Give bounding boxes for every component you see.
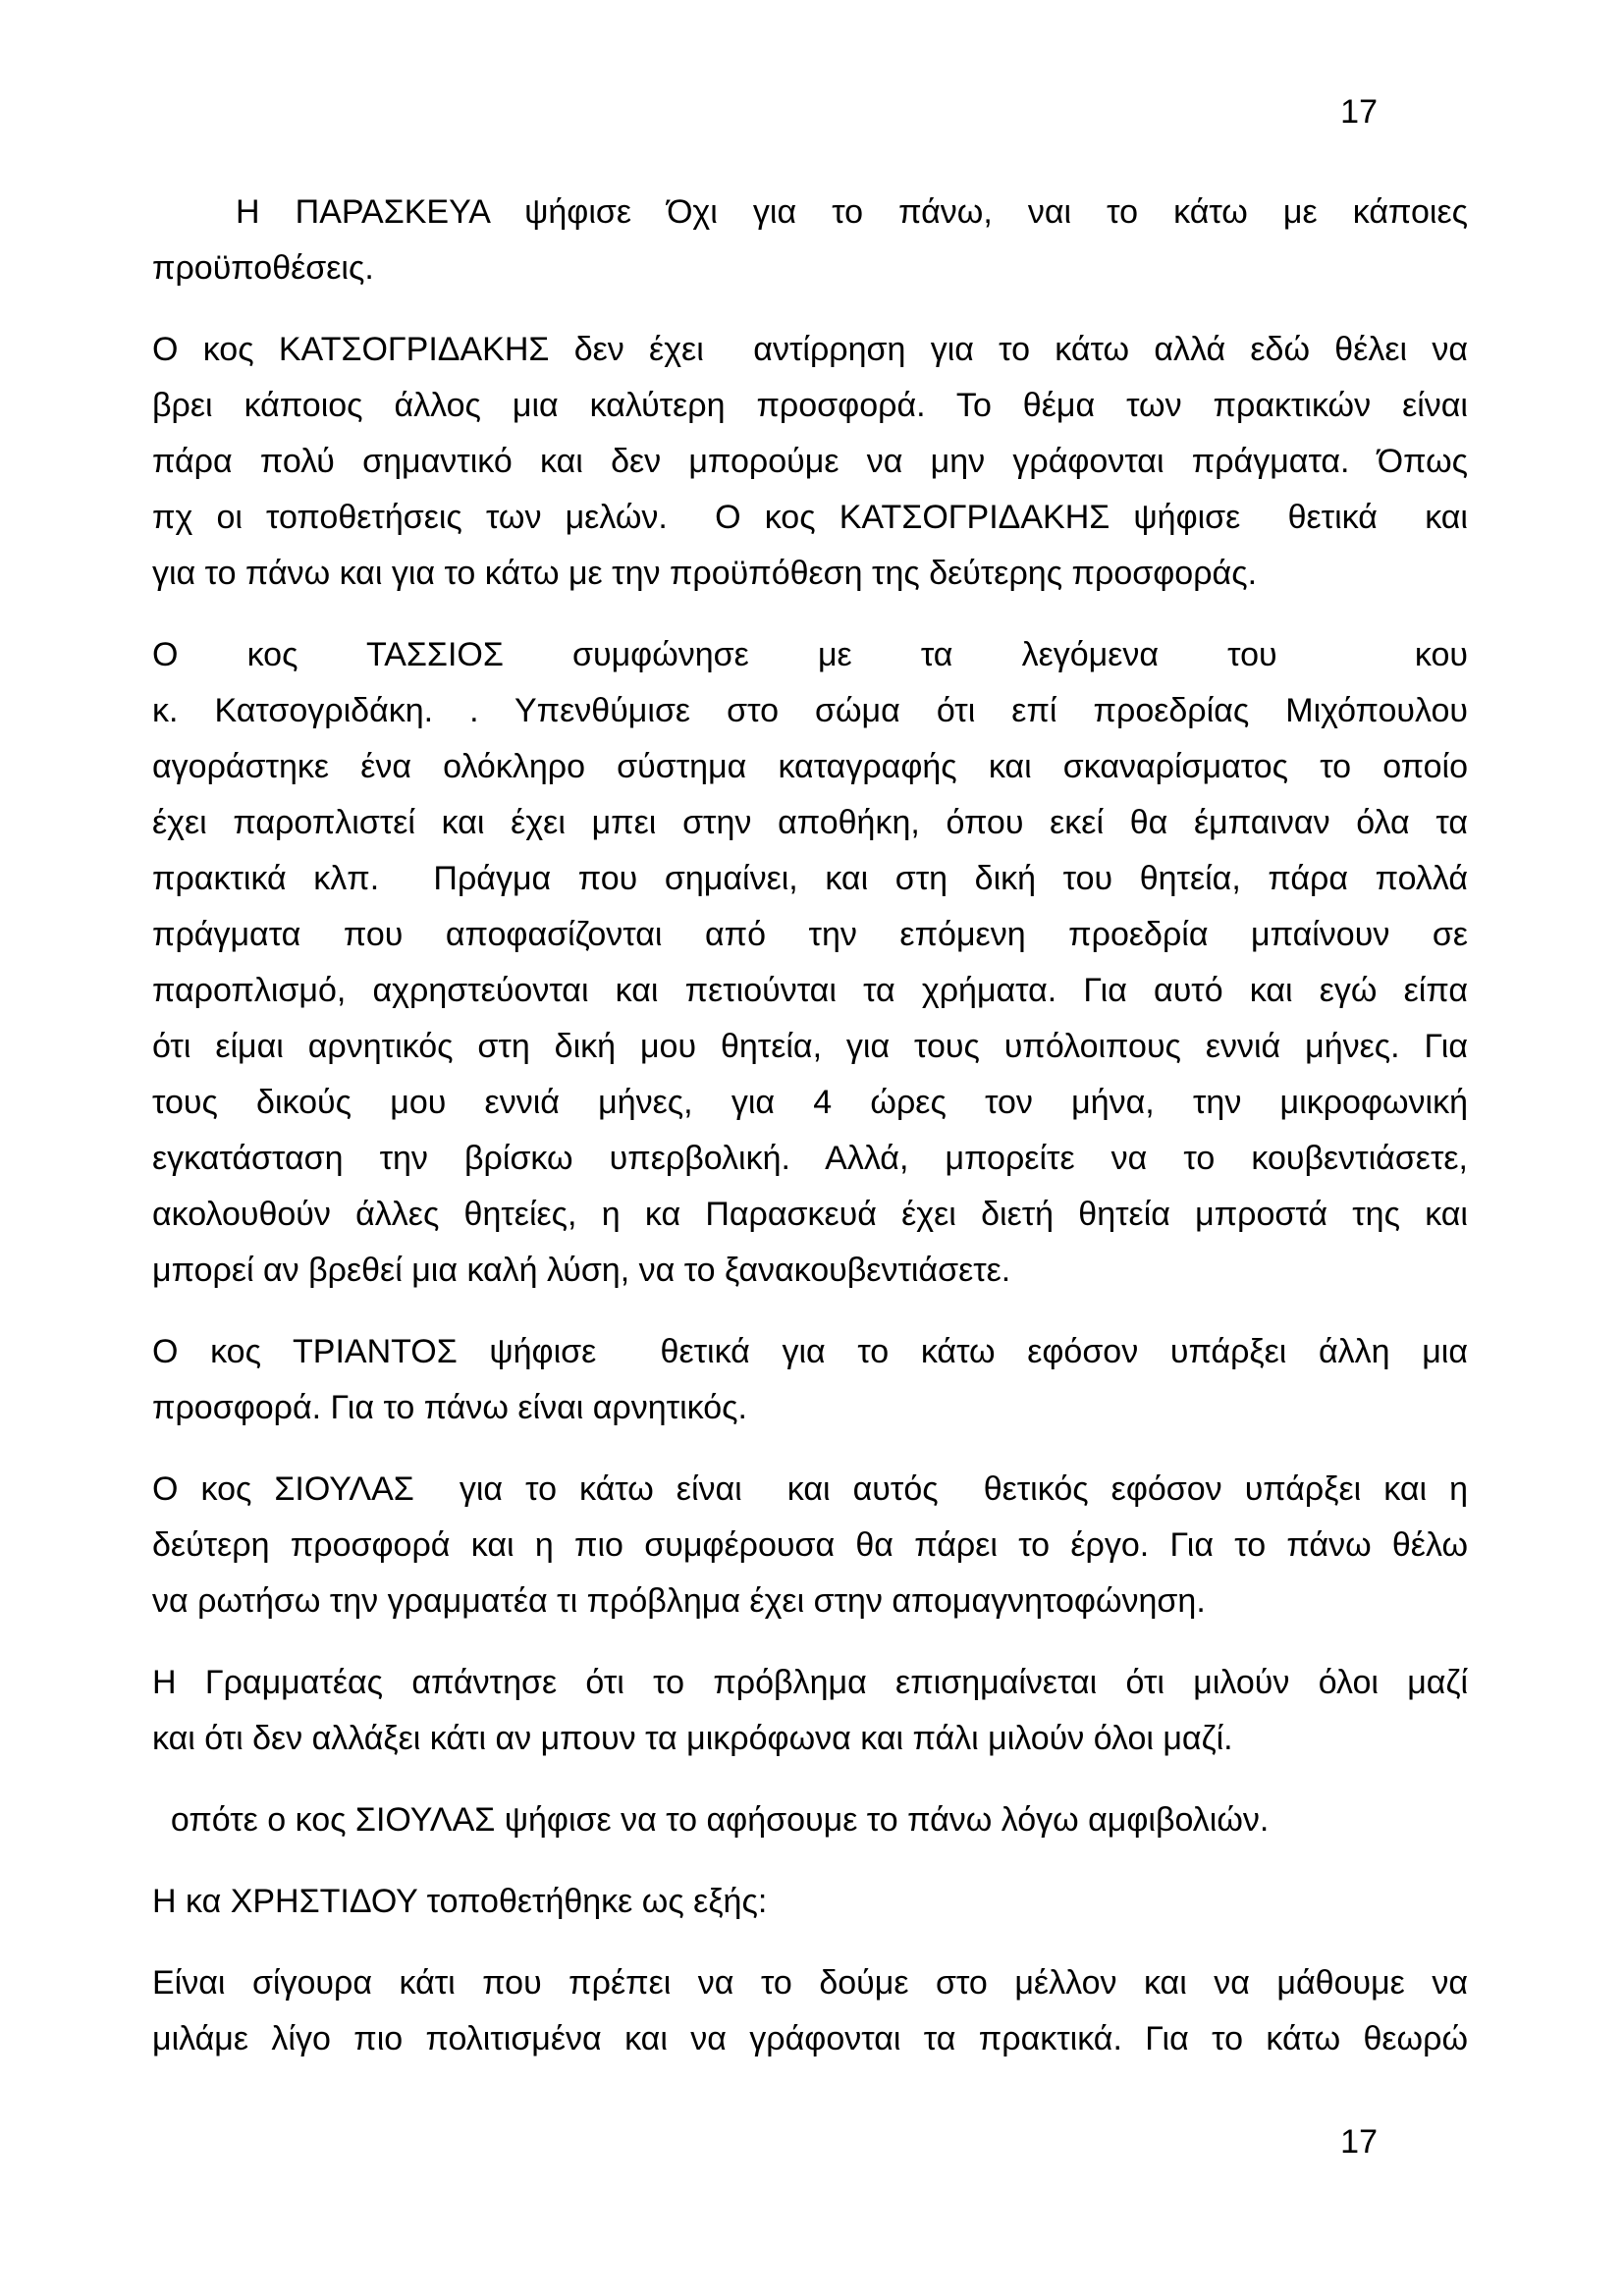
text-line: έχει παροπλιστεί και έχει μπει στην αποθήκη, όπου εκεί θα έμπαιναν όλα τα <box>152 804 1468 841</box>
text-line: πρακτικά κλπ. Πράγμα που σημαίνει, και στη δική του θητεία, πάρα πολλά <box>152 860 1468 897</box>
paragraph <box>152 322 1468 602</box>
text-line: Η κα ΧΡΗΣΤΙΔΟΥ τοποθετήθηκε ως εξής: <box>152 1883 768 1920</box>
text-line: οπότε ο κος ΣΙΟΥΛΑΣ ψήφισε να το αφήσουμε το πάνω λόγω αμφιβολιών. <box>152 1801 1270 1839</box>
paragraph <box>152 1655 1468 1767</box>
text-line: και ότι δεν αλλάξει κάτι αν μπουν τα μικρόφωνα και πάλι μιλούν όλοι μαζί. <box>152 1720 1233 1757</box>
paragraph <box>152 1955 1468 2067</box>
text-line: Είναι σίγουρα κάτι που πρέπει να το δούμε στο μέλλον και να μάθουμε να <box>152 1964 1468 2002</box>
text-line: να ρωτήσω την γραμματέα τι πρόβλημα έχει στην απομαγνητοφώνηση. <box>152 1582 1206 1620</box>
text-line: βρει κάποιος άλλος μια καλύτερη προσφορά. Το θέμα των πρακτικών είναι <box>152 387 1468 424</box>
text-line: προϋποθέσεις. <box>152 249 374 287</box>
paragraph <box>152 627 1468 1299</box>
text-line: πάρα πολύ σημαντικό και δεν μπορούμε να μην γράφονται πράγματα. Όπως <box>152 443 1468 480</box>
text-line: αγοράστηκε ένα ολόκληρο σύστημα καταγραφής και σκαναρίσματος το οποίο <box>152 748 1468 785</box>
paragraph <box>152 185 1468 296</box>
text-line: πράγματα που αποφασίζονται από την επόμενη προεδρία μπαίνουν σε <box>152 916 1468 953</box>
document-body <box>152 185 1468 2093</box>
text-line: μιλάμε λίγο πιο πολιτισμένα και να γράφονται τα πρακτικά. Για το κάτω θεωρώ <box>152 2020 1468 2057</box>
header-page-number: 17 <box>1340 93 1378 131</box>
text-line: πχ οι τοποθετήσεις των μελών. Ο κος ΚΑΤΣΟΓΡΙΔΑΚΗΣ ψήφισε θετικά και <box>152 499 1468 536</box>
text-line: για το πάνω και για το κάτω με την προϋπόθεση της δεύτερης προσφοράς. <box>152 555 1258 592</box>
text-line: Ο κος ΤΑΣΣΙΟΣ συμφώνησε με τα λεγόμενα του κου <box>152 636 1468 673</box>
text-line: Ο κος ΣΙΟΥΛΑΣ για το κάτω είναι και αυτός θετικός εφόσον υπάρξει και η <box>152 1470 1468 1508</box>
text-line: κ. Κατσογριδάκη. . Υπενθύμισε στο σώμα ότι επί προεδρίας Μιχόπουλου <box>152 692 1468 729</box>
paragraph <box>152 1792 1468 1848</box>
paragraph <box>152 1462 1468 1629</box>
text-line: Η Γραμματέας απάντησε ότι το πρόβλημα επισημαίνεται ότι μιλούν όλοι μαζί <box>152 1664 1468 1701</box>
paragraph <box>152 1874 1468 1930</box>
text-line: παροπλισμό, αχρηστεύονται και πετιούνται τα χρήματα. Για αυτό και εγώ είπα <box>152 972 1468 1009</box>
text-line: ακολουθούν άλλες θητείες, η κα Παρασκευά έχει διετή θητεία μπροστά της και <box>152 1196 1468 1233</box>
text-line: Ο κος ΤΡΙΑΝΤΟΣ ψήφισε θετικά για το κάτω εφόσον υπάρξει άλλη μια <box>152 1333 1468 1370</box>
text-line: μπορεί αν βρεθεί μια καλή λύση, να το ξανακουβεντιάσετε. <box>152 1252 1011 1289</box>
text-line: εγκατάσταση την βρίσκω υπερβολική. Αλλά, μπορείτε να το κουβεντιάσετε, <box>152 1140 1468 1177</box>
paragraph <box>152 1324 1468 1436</box>
text-line: Η ΠΑΡΑΣΚΕΥΑ ψήφισε Όχι για το πάνω, ναι το κάτω με κάποιες <box>236 193 1468 231</box>
footer-page-number: 17 <box>1340 2123 1378 2161</box>
text-line: προσφορά. Για το πάνω είναι αρνητικός. <box>152 1389 747 1426</box>
text-line: ότι είμαι αρνητικός στη δική μου θητεία, για τους υπόλοιπους εννιά μήνες. Για <box>152 1028 1468 1065</box>
text-line: Ο κος ΚΑΤΣΟΓΡΙΔΑΚΗΣ δεν έχει αντίρρηση για το κάτω αλλά εδώ θέλει να <box>152 331 1468 368</box>
text-line: δεύτερη προσφορά και η πιο συμφέρουσα θα πάρει το έργο. Για το πάνω θέλω <box>152 1526 1468 1564</box>
text-line: τους δικούς μου εννιά μήνες, για 4 ώρες τον μήνα, την μικροφωνική <box>152 1084 1468 1121</box>
